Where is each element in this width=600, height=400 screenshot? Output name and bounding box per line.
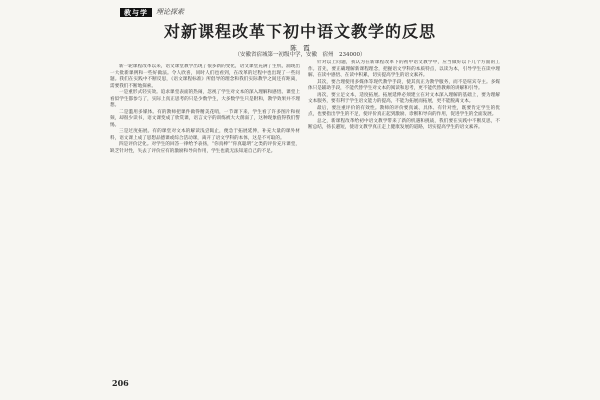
paragraph: 二是滥用多媒体。有的教师把课件做得精美花哨，一节课下来，学生看了许多图片和视频，却很少读书，语文课变成了欣赏课，语言文字的训练被大大削弱了，这种现象值得我们警惕。 (110, 109, 300, 128)
paragraph: 一是重形式轻实效。追求课堂表面的热闹，忽视了学生对文本的深入理解和感悟。课堂上看似学生都参与了，实际上真正思考的只是少数学生，大多数学生只是附和，教学效果并不理想。 (110, 90, 300, 108)
column-header (120, 8, 184, 17)
author-affiliation: （安徽省宿城第一初级中学，安徽 宿州 234000） (234, 52, 366, 58)
left-text-column (110, 64, 300, 372)
article-author: 陈 霞 (290, 44, 310, 52)
paragraph: 总之，新课程改革给初中语文教学带来了新的机遇和挑战，我们要在实践中不断反思，不断总结，扬长避短，使语文教学真正走上健康发展的道路，切实提高学生的语文素养。 (308, 118, 500, 130)
column-badge: 教与学 (120, 8, 152, 17)
paragraph: 三是过度拓展。有的课堂对文本的解读浅尝辄止，便急于拓展延伸，补充大量的课外材料，语文课上成了思想品德课或综合活动课，离开了语文学科的本体，这是不可取的。 (110, 129, 300, 141)
right-text-column (308, 60, 500, 382)
paragraph: 新一轮课程改革以来，语文课堂教学出现了很多新的变化，语文课堂充满了生机，涌现出一大批新课例和一些好做法。令人欣喜，同时人们也看到，在改革的过程中也出现了一些问题。我们在实践中不断反思，《语文课程标准》所倡导的理念和我们实际教学之间还有距离，需要我们不断地探索。 (110, 64, 300, 89)
paragraph: 针对以上问题，我认为在新课程改革下的初中语文教学中，应当做好以下几个方面的工作。首先，要正确理解新课程理念，把握语文学科的本质特点，以读为本，引导学生在读中理解、在读中感悟、在读中积累，切实提高学生的语文素养。 (308, 60, 500, 78)
paragraph: 四是评价泛化。对学生的回答一律给予表扬，“你真棒”“你真聪明”之类的评价充斥课堂，缺乏针对性，失去了评价应有的激励和导向作用，学生也就无法知道自己的不足。 (110, 142, 300, 154)
article-title: 对新课程改革下初中语文教学的反思 (163, 22, 436, 41)
paragraph: 再次，要立足文本，适度拓展。拓展延伸必须建立在对文本深入理解的基础上，要为理解文本服务，要有利于学生语文能力的提高，不能为拓展而拓展，更不能脱离文本。 (308, 92, 500, 104)
paragraph: 最后，要注重评价的有效性。教师的评价要真诚、具体、有针对性，既要肯定学生的优点，也要指出学生的不足，使评价真正起到激励、诊断和导向的作用，促进学生的全面发展。 (308, 105, 500, 117)
page-number: 206 (112, 378, 129, 388)
column-subtitle: 理论探索 (156, 8, 184, 16)
paragraph: 其次，要合理使用多媒体等现代教学手段，使其真正为教学服务，而不是喧宾夺主。多媒体只是辅助手段，不能代替学生对文本的阅读和思考，更不能代替教师的讲解和引导。 (308, 79, 500, 91)
